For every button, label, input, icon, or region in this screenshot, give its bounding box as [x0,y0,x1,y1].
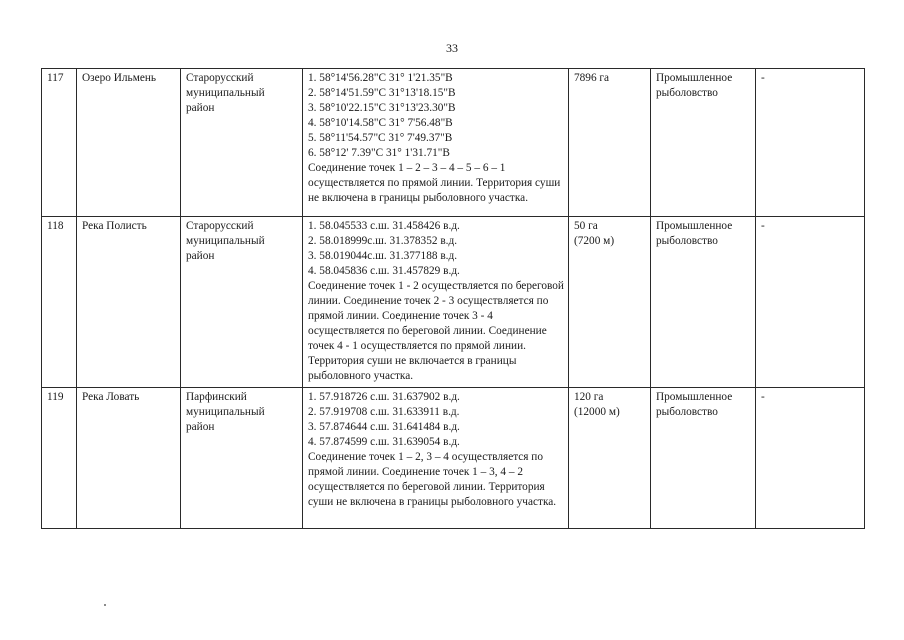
table-row [42,69,865,217]
coordinate-point: 3. 58°10'22.15"С 31°13'23.30"В [308,102,456,114]
area-cell [569,217,651,388]
page-number: 33 [446,41,458,55]
district-line: муниципальный [186,87,265,99]
length-value: (12000 м) [574,406,620,418]
coordinates-cell [303,217,569,388]
fishing-sites-table [41,68,865,529]
coordinate-point: 4. 58°10'14.58"С 31° 7'56.48"В [308,117,453,129]
remark-cell: - [756,69,865,217]
remark-cell: - [756,388,865,529]
coordinates-cell [303,388,569,529]
boundary-description: Соединение точек 1 – 2 – 3 – 4 – 5 – 6 – 1 осуществляется по прямой линии. Территория суши не включена в границы рыболовного участка. [308,162,561,204]
district-line: Парфинский [186,391,247,403]
scan-speck [104,604,106,606]
row-number: 117 [42,69,77,217]
table-row [42,217,865,388]
district-line: муниципальный [186,235,265,247]
coordinate-point: 6. 58°12' 7.39"С 31° 1'31.71"В [308,147,450,159]
coordinate-point: 4. 57.874599 с.ш. 31.639054 в.д. [308,436,460,448]
area-cell [569,69,651,217]
area-value: 120 га [574,391,604,403]
coordinate-point: 5. 58°11'54.57"С 31° 7'49.37"В [308,132,453,144]
fishing-type-line: рыболовство [656,235,718,247]
length-value: (7200 м) [574,235,615,247]
coordinate-point: 2. 58.018999с.ш. 31.378352 в.д. [308,235,458,247]
district-line: район [186,102,215,114]
area-value: 50 га [574,220,598,232]
water-body-name: Река Полисть [77,217,181,388]
coordinates-cell [303,69,569,217]
coordinate-point: 2. 58°14'51.59"С 31°13'18.15"В [308,87,456,99]
area-cell [569,388,651,529]
district-line: район [186,250,215,262]
water-body-name: Река Ловать [77,388,181,529]
fishing-type-cell [651,69,756,217]
area-value: 7896 га [574,72,610,84]
fishing-type-cell [651,388,756,529]
coordinate-point: 1. 58°14'56.28"С 31° 1'21.35"В [308,72,453,84]
row-number: 119 [42,388,77,529]
district-line: Старорусский [186,72,254,84]
district-cell [181,388,303,529]
table-row [42,388,865,529]
remark-cell: - [756,217,865,388]
coordinate-point: 2. 57.919708 с.ш. 31.633911 в.д. [308,406,460,418]
district-line: муниципальный [186,406,265,418]
fishing-type-line: рыболовство [656,87,718,99]
district-cell [181,69,303,217]
coordinate-point: 3. 58.019044с.ш. 31.377188 в.д. [308,250,458,262]
fishing-type-line: Промышленное [656,72,733,84]
district-cell [181,217,303,388]
row-number: 118 [42,217,77,388]
district-line: Старорусский [186,220,254,232]
coordinate-point: 1. 57.918726 с.ш. 31.637902 в.д. [308,391,460,403]
fishing-type-cell [651,217,756,388]
coordinate-point: 4. 58.045836 с.ш. 31.457829 в.д. [308,265,460,277]
district-line: район [186,421,215,433]
coordinate-point: 3. 57.874644 с.ш. 31.641484 в.д. [308,421,460,433]
fishing-type-line: Промышленное [656,391,733,403]
fishing-type-line: Промышленное [656,220,733,232]
water-body-name: Озеро Ильмень [77,69,181,217]
fishing-type-line: рыболовство [656,406,718,418]
boundary-description: Соединение точек 1 – 2, 3 – 4 осуществляется по прямой линии. Соединение точек 1 – 3, 4 – 2 осуществляется по береговой линии. Территория суши не включена в границы рыболовного участка. [308,451,557,508]
boundary-description: Соединение точек 1 - 2 осуществляется по береговой линии. Соединение точек 2 - 3 осуществляется по прямой линии. Соединение точек 3 - 4 осуществляется по береговой линии. Соединение точек 4 - 1 осуществляется по прямой линии. Территория суши не включается в границы рыболовного участка. [308,280,564,382]
coordinate-point: 1. 58.045533 с.ш. 31.458426 в.д. [308,220,460,232]
